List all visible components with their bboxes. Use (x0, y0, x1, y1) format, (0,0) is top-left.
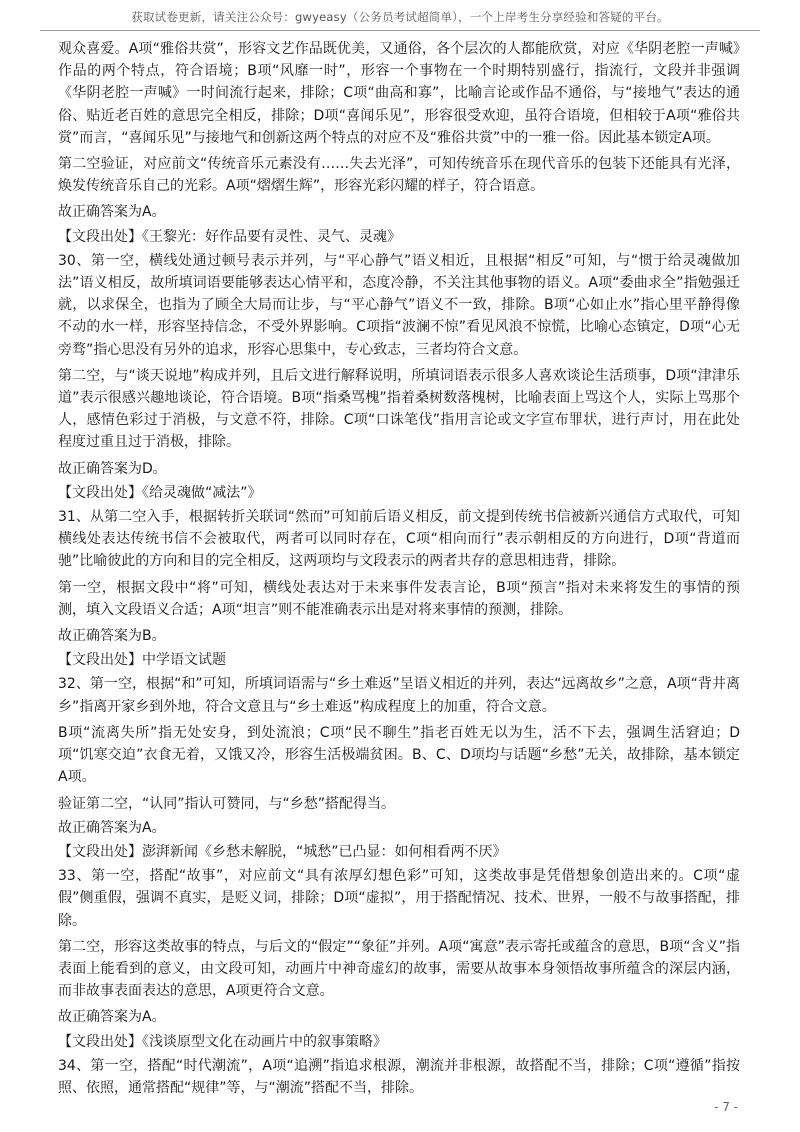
source-line: 【文段出处】《浅谈原型文化在动画片中的叙事策略》 (58, 1033, 387, 1050)
paragraph: 第一空，根据文段中“将”可知，横线处表达对于未来事件发表言论，B项“预言”指对未来将发生的事情的预测，填入文段语义合适；A项“坦言”则不能准确表示出是对将来事情的预测，排除。 (58, 579, 740, 618)
paragraph: 34、第一空，搭配“时代潮流”，A项“追溯”指追求根源，潮流并非根源，故搭配不当，排除；C项“遵循”指按照、依照，通常搭配“规律”等，与“潮流”搭配不当，排除。 (58, 1057, 740, 1096)
answer-explanations (58, 38, 740, 1103)
answer-line: 故正确答案为A。 (58, 1009, 166, 1026)
source-line: 【文段出处】中学语文试题 (58, 652, 226, 669)
paragraph: 第二空，形容这类故事的特点，与后文的“假定”“象征”并列。A项“寓意”表示寄托或蕴含的意思，B项“含义”指表面上能看到的意义，由文段可知，动画片中神奇虚幻的故事，需要从故事本身领悟故事所蕴含的深层内涵，而非故事表面表达的意思，A项更符合文意。 (58, 938, 740, 1000)
paragraph: 观众喜爱。A项“雅俗共赏”，形容文艺作品既优美，又通俗，各个层次的人都能欣赏，对应《华阴老腔一声喊》作品的两个特点，符合语境；B项“风靡一时”，形容一个事物在一个时期特别盛行，指流行，文段并非强调《华阴老腔一声喊》一时间流行起来，排除；C项“曲高和寡”，比喻言论或作品不通俗，与“接地气”表达的通俗、贴近老百姓的意思完全相反，排除；D项“喜闻乐见”，形容很受欢迎，虽符合语境，但相较于A项“雅俗共赏”而言，“喜闻乐见”与接地气和创新这两个特点的对应不及“雅俗共赏”中的一雅一俗。因此基本锁定A项。 (58, 41, 740, 146)
answer-line: 故正确答案为D。 (58, 460, 167, 477)
paragraph: 31、从第二空入手，根据转折关联词“然而”可知前后语义相反，前文提到传统书信被新兴通信方式取代，可知横线处表达传统书信不会被取代，两者可以同时存在，C项“相向而行”表示朝相反的方向进行，D项“背道而驰”比喻彼此的方向和目的完全相反，这两项均与文段表示的两者共存的意思相违背，排除。 (58, 509, 740, 570)
paragraph: 30、第一空，横线处通过顿号表示并列，与“平心静气”语义相近，且根据“相反”可知，与“惯于给灵魂做加法”语义相反，故所填词语要能够表达心情平和，态度冷静，不关注其他事物的语义。A项“委曲求全”指勉强迁就，以求保全，也指为了顾全大局而让步，与“平心静气”语义不一致，排除。B项“心如止水”指心里平静得像不动的水一样，形容坚持信念，不受外界影响。C项指“波澜不惊”看见风浪不惊慌，比喻心态镇定，D项“心无旁骛”指心思没有另外的追求，形容心思集中，专心致志，三者均符合文意。 (58, 252, 740, 358)
answer-line: 故正确答案为A。 (58, 819, 166, 836)
source-line: 【文段出处】《给灵魂做“减法”》 (58, 484, 262, 501)
answer-line: 故正确答案为B。 (58, 628, 166, 645)
paragraph: 验证第二空，“认同”指认可赞同，与“乡愁”搭配得当。 (58, 795, 396, 812)
page-header (40, 0, 760, 31)
page-number: - 7 - (714, 1100, 738, 1114)
source-line: 【文段出处】《王黎光：好作品要有灵性、灵气、灵魂》 (58, 228, 401, 245)
paragraph: 32、第一空，根据“和”可知，所填词语需与“乡土难返”呈语义相近的并列，表达“远离故乡”之意，A项“背井离乡”指离开家乡到外地，符合文意且与“乡土难返”构成程度上的加重，符合文意。 (58, 676, 740, 715)
paragraph: 33、第一空，搭配“故事”，对应前文“具有浓厚幻想色彩”可知，这类故事是凭借想象创造出来的。C项“虚假”侧重假，强调不真实，是贬义词，排除；D项“虚拟”，用于搭配情况、技术、世界，一般不与故事搭配，排除。 (58, 868, 740, 929)
answer-line: 故正确答案为A。 (58, 204, 166, 221)
paragraph: B项“流离失所”指无处安身，到处流浪；C项“民不聊生”指老百姓无以为生，活不下去，强调生活窘迫；D项“饥寒交迫”衣食无着，又饿又冷，形容生活极端贫困。B、C、D项均与话题“乡愁”无关，故排除，基本锁定A项。 (58, 724, 740, 786)
source-line: 【文段出处】澎湃新闻《乡愁未解脱，“城愁”已凸显：如何相看两不厌》 (58, 843, 507, 860)
paragraph: 第二空，与“谈天说地”构成并列，且后文进行解释说明，所填词语表示很多人喜欢谈论生活琐事，D项“津津乐道”表示很感兴趣地谈论，符合语境。B项“指桑骂槐”指着桑树数落槐树，比喻表面上骂这个人，实际上骂那个人，感情色彩过于消极，与文意不符，排除。C项“口诛笔伐”指用言论或文字宣布罪状，进行声讨，用在此处程度过重且过于消极，排除。 (58, 367, 740, 451)
header-notice: 获取试卷更新，请关注公众号：gwyeasy（公务员考试超简单），一个上岸考生分享经验和答疑的平台。 (131, 10, 669, 24)
paragraph: 第二空验证，对应前文“传统音乐元素没有……失去光泽”，可知传统音乐在现代音乐的包装下还能具有光泽，焕发传统音乐自己的光彩。A项“熠熠生辉”，形容光彩闪耀的样子，符合语意。 (58, 156, 740, 195)
